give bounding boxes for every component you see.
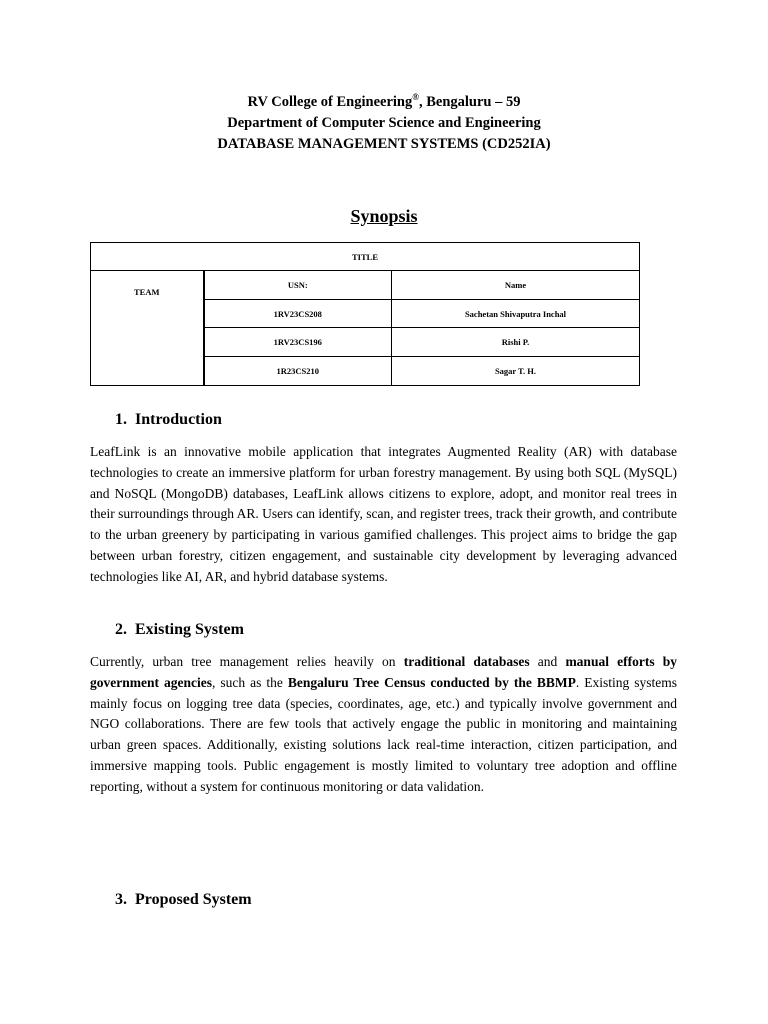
member-usn: 1RV23CS208 bbox=[204, 300, 392, 328]
section-number: 3. bbox=[115, 891, 127, 908]
section-heading-proposed-system bbox=[115, 890, 252, 910]
section-heading-existing-system bbox=[115, 620, 244, 640]
team-label: TEAM bbox=[91, 271, 204, 386]
section-number: 2. bbox=[115, 621, 127, 638]
course-heading: DATABASE MANAGEMENT SYSTEMS (CD252IA) bbox=[217, 136, 551, 152]
college-location: , Bengaluru – 59 bbox=[418, 94, 521, 110]
section-title: Proposed System bbox=[135, 891, 252, 908]
text-run: , such as the bbox=[211, 674, 288, 690]
text-run: . Existing systems mainly focus on logging tree data (species, coordinates, age, etc.) and typically involve government and NGO collaborations. There are few tools that actively engage the public in monitoring and maintaining urban green spaces. Additionally, existing solutions lack real-time interaction, citizen participation, and immersive mapping tools. Public engagement is mostly limited to voluntary tree adoption and offline reporting, without a system for continuous monitoring or data validation. bbox=[90, 674, 677, 794]
member-name: Rishi P. bbox=[392, 328, 640, 357]
bold-run: manual efforts by government agencies bbox=[90, 654, 677, 690]
college-heading bbox=[0, 92, 768, 112]
team-table bbox=[90, 242, 640, 386]
title-label: TITLE bbox=[91, 243, 640, 271]
title-row bbox=[91, 243, 640, 271]
introduction-paragraph: LeafLink is an innovative mobile application that integrates Augmented Reality (AR) with database technologies to create an immersive platform for urban forestry management. By using both SQL (MySQL) and NoSQL (MongoDB) databases, LeafLink allows citizens to explore, adopt, and monitor real trees in their surroundings through AR. Users can identify, scan, and register trees, track their growth, and contribute to the urban greenery by participating in various gamified challenges. This project aims to bridge the gap between urban forestry, citizen engagement, and sustainable city development by leveraging advanced technologies like AI, AR, and hybrid database systems. bbox=[90, 444, 677, 584]
member-name: Sachetan Shivaputra Inchal bbox=[392, 300, 640, 328]
member-name: Sagar T. H. bbox=[392, 357, 640, 386]
bold-run: traditional databases bbox=[403, 654, 530, 669]
section-heading-introduction bbox=[115, 410, 222, 430]
department-heading: Department of Computer Science and Engineering bbox=[227, 115, 541, 131]
synopsis-title: Synopsis bbox=[350, 206, 418, 226]
section-title: Introduction bbox=[135, 411, 222, 428]
member-usn: 1R23CS210 bbox=[204, 357, 392, 386]
text-run: Currently, urban tree management relies heavily on bbox=[90, 654, 404, 669]
section-title: Existing System bbox=[135, 621, 244, 638]
registered-mark: ® bbox=[412, 92, 419, 102]
table-header-row bbox=[91, 271, 640, 300]
bold-run: Bengaluru Tree Census conducted by the BBMP bbox=[287, 674, 576, 690]
text-run: and bbox=[529, 654, 566, 669]
section-number: 1. bbox=[115, 411, 127, 428]
college-name: RV College of Engineering bbox=[247, 94, 413, 110]
name-header: Name bbox=[392, 271, 640, 300]
member-usn: 1RV23CS196 bbox=[204, 328, 392, 357]
usn-header: USN: bbox=[204, 271, 392, 300]
existing-system-paragraph bbox=[90, 652, 677, 798]
